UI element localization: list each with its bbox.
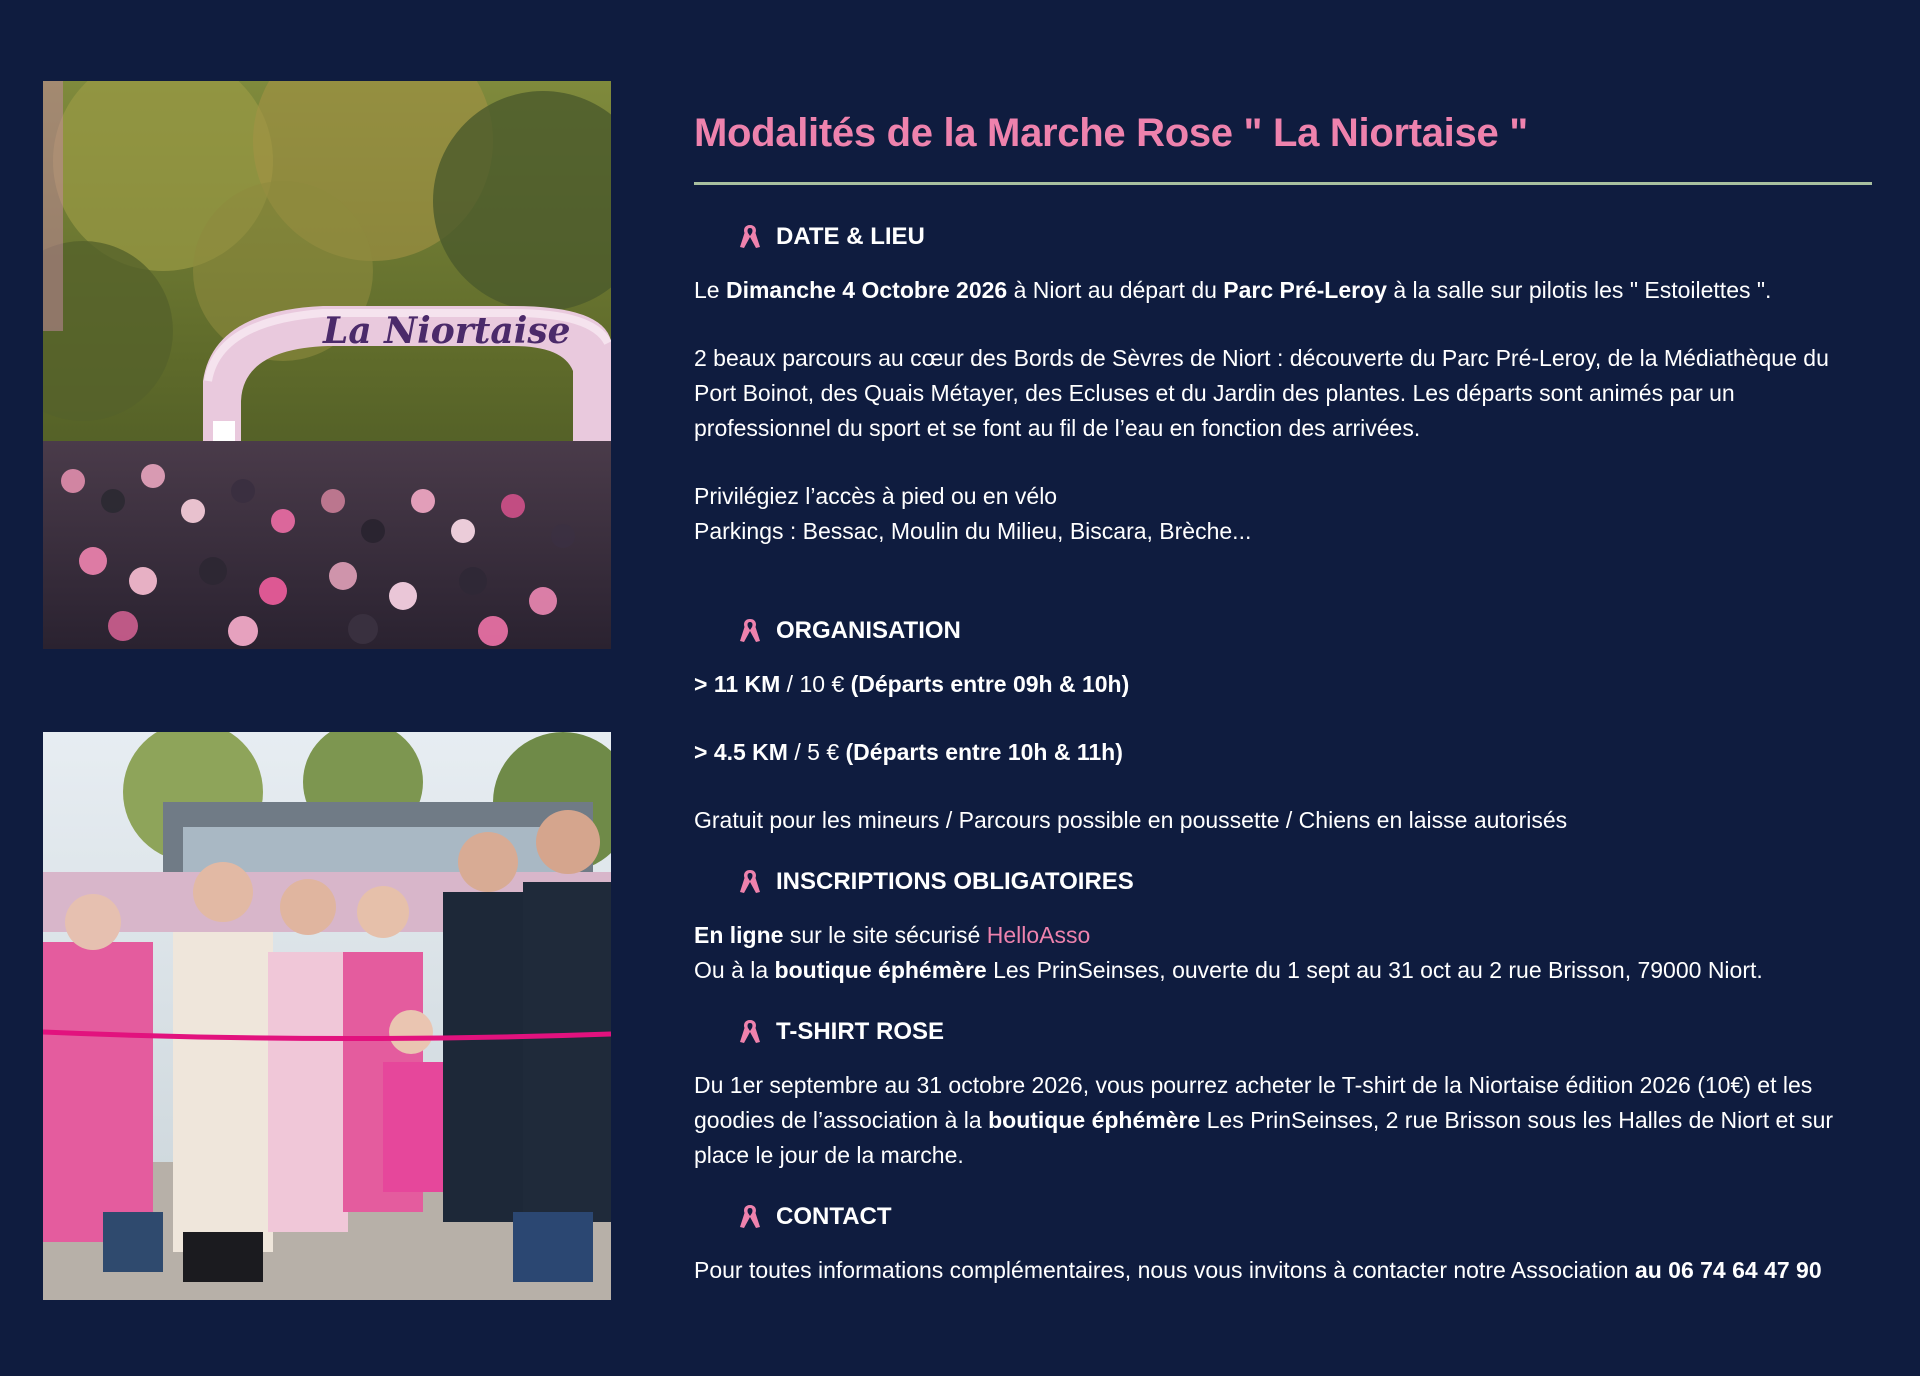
pink-ribbon-icon — [738, 1018, 762, 1046]
helloasso-link[interactable]: HelloAsso — [986, 922, 1091, 948]
section-heading-label: T-SHIRT ROSE — [776, 1018, 945, 1045]
contact-paragraph: Pour toutes informations complémentaires, nous vous invitons à contacter notre Association au 06 74 64 47 90 — [694, 1257, 1822, 1283]
organisation-note: Gratuit pour les mineurs / Parcours possible en poussette / Chiens en laisse autorisés — [694, 807, 1568, 833]
pink-ribbon-icon — [738, 617, 762, 645]
routes-paragraph: 2 beaux parcours au cœur des Bords de Sèvres de Niort : découverte du Parc Pré-Leroy, de la Médiathèque du Port Boinot, des Quais Métayer, des Ecluses et du Jardin des plantes. Les départs sont animés par un professionnel du sport et se font au fil de l’eau en fonction des arrivées. — [694, 345, 1829, 441]
page-title: Modalités de la Marche Rose " La Niortaise " — [694, 111, 1528, 155]
section-heading-tshirt — [738, 1012, 1872, 1052]
inscriptions-paragraph: En ligne sur le site sécurisé HelloAsso Ou à la boutique éphémère Les PrinSeinses, ouverte du 1 sept au 31 oct au 2 rue Brisson, 79000 Niort. — [694, 922, 1763, 983]
section-heading-label: INSCRIPTIONS OBLIGATOIRES — [776, 868, 1134, 895]
section-heading-inscriptions — [738, 862, 1872, 902]
tshirt-paragraph: Du 1er septembre au 31 octobre 2026, vous pourrez acheter le T-shirt de la Niortaise édition 2026 (10€) et les goodies de l’association à la boutique éphémère Les PrinSeinses, 2 rue Brisson sous les Halles de Niort et sur place le jour de la marche. — [694, 1072, 1834, 1168]
date-paragraph: Le Dimanche 4 Octobre 2026 à Niort au départ du Parc Pré-Leroy à la salle sur pilotis les " Estoilettes ". — [694, 277, 1772, 303]
section-heading-label: CONTACT — [776, 1203, 892, 1230]
pink-ribbon-icon — [738, 223, 762, 251]
section-heading-organisation — [738, 611, 1872, 651]
route-4-5km: > 4.5 KM / 5 € (Départs entre 10h & 11h) — [694, 739, 1123, 765]
route-11km: > 11 KM / 10 € (Départs entre 09h & 10h) — [694, 671, 1130, 697]
section-heading-label: DATE & LIEU — [776, 223, 925, 250]
section-heading-date-lieu — [738, 217, 1872, 257]
photo-start-arch — [43, 81, 611, 649]
photo-ribbon-cutting — [43, 732, 611, 1300]
pink-ribbon-icon — [738, 1203, 762, 1231]
section-heading-label: ORGANISATION — [776, 617, 961, 644]
pink-ribbon-icon — [738, 868, 762, 896]
section-heading-contact — [738, 1197, 1872, 1237]
contact-phone: au 06 74 64 47 90 — [1634, 1257, 1822, 1283]
content — [694, 104, 1872, 1288]
svg-text:La Niortaise: La Niortaise — [323, 310, 571, 352]
access-paragraph: Privilégiez l’accès à pied ou en vélo Parkings : Bessac, Moulin du Milieu, Biscara, Brèche... — [694, 483, 1252, 544]
title-divider — [694, 182, 1872, 185]
